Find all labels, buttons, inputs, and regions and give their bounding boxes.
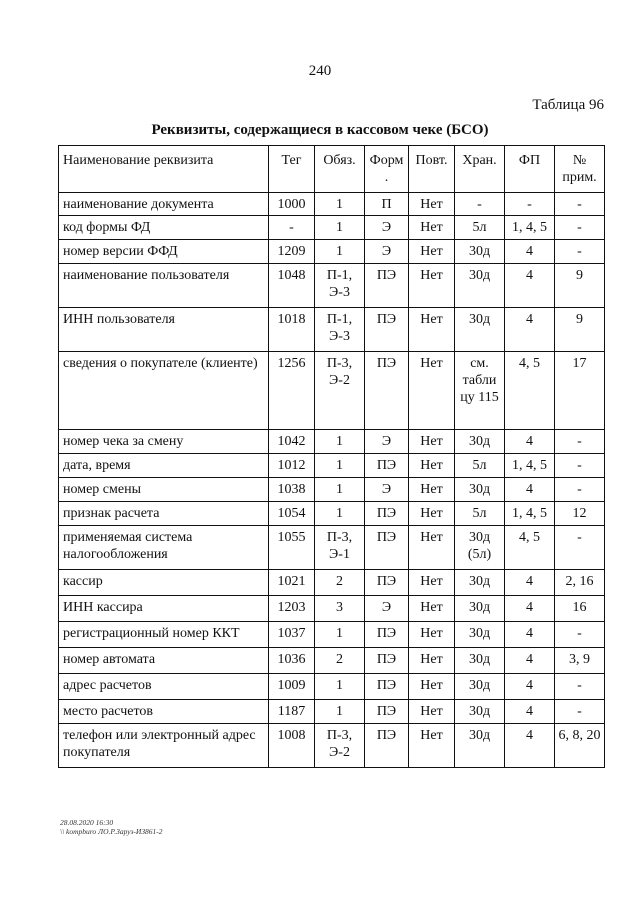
table-row [59, 430, 605, 454]
cell-name: номер автомата [59, 648, 269, 674]
table-row [59, 264, 605, 308]
cell-storage: 30д [455, 674, 505, 700]
cell-repeat: Нет [409, 454, 455, 478]
cell-repeat: Нет [409, 240, 455, 264]
cell-storage: 5л [455, 216, 505, 240]
table-row [59, 700, 605, 724]
cell-form: ПЭ [365, 724, 409, 768]
cell-repeat: Нет [409, 430, 455, 454]
cell-note: - [555, 526, 605, 570]
requisites-table [58, 145, 605, 768]
cell-storage: 30д [455, 478, 505, 502]
cell-form: П [365, 193, 409, 216]
table-row [59, 648, 605, 674]
cell-form: ПЭ [365, 526, 409, 570]
column-header-repeat: Повт. [409, 146, 455, 193]
cell-form: Э [365, 596, 409, 622]
cell-note: - [555, 240, 605, 264]
cell-form: ПЭ [365, 674, 409, 700]
cell-name: телефон или электронный адрес покупателя [59, 724, 269, 768]
cell-tag: 1000 [269, 193, 315, 216]
cell-name: номер чека за смену [59, 430, 269, 454]
cell-note: 3, 9 [555, 648, 605, 674]
cell-repeat: Нет [409, 724, 455, 768]
cell-name: регистрационный номер ККТ [59, 622, 269, 648]
cell-tag: 1012 [269, 454, 315, 478]
cell-mandatory: 1 [315, 622, 365, 648]
cell-storage: 30д [455, 430, 505, 454]
cell-mandatory: 2 [315, 648, 365, 674]
cell-tag: 1008 [269, 724, 315, 768]
cell-tag: 1042 [269, 430, 315, 454]
cell-mandatory: П-3, Э-2 [315, 352, 365, 430]
cell-fp: 4 [505, 308, 555, 352]
cell-note: 9 [555, 308, 605, 352]
table-label: Таблица 96 [532, 97, 604, 113]
cell-tag: 1054 [269, 502, 315, 526]
cell-mandatory: 2 [315, 570, 365, 596]
cell-name: место расчетов [59, 700, 269, 724]
footer-path: \\ kompburo ЛО.Р.Заруз-ИЗ861-2 [60, 827, 163, 836]
cell-fp: 4 [505, 648, 555, 674]
cell-storage: 30д [455, 308, 505, 352]
cell-form: ПЭ [365, 502, 409, 526]
cell-name: сведения о покупателе (клиенте) [59, 352, 269, 430]
cell-tag: 1037 [269, 622, 315, 648]
footer-date: 28.08.2020 16:30 [60, 818, 114, 827]
cell-mandatory: 1 [315, 700, 365, 724]
cell-name: номер смены [59, 478, 269, 502]
cell-tag: 1009 [269, 674, 315, 700]
cell-fp: 4 [505, 430, 555, 454]
table-row [59, 596, 605, 622]
page-number: 240 [308, 63, 332, 79]
table-title: Реквизиты, содержащиеся в кассовом чеке (БСО) [151, 122, 489, 138]
cell-tag: 1036 [269, 648, 315, 674]
cell-storage: 30д [455, 622, 505, 648]
cell-mandatory: 1 [315, 478, 365, 502]
cell-storage: 30д (5л) [455, 526, 505, 570]
cell-storage: 30д [455, 570, 505, 596]
cell-form: Э [365, 478, 409, 502]
cell-name: дата, время [59, 454, 269, 478]
cell-fp: 4, 5 [505, 352, 555, 430]
cell-storage: 30д [455, 264, 505, 308]
cell-mandatory: П-3, Э-2 [315, 724, 365, 768]
cell-form: ПЭ [365, 570, 409, 596]
cell-name: применяемая система налогообложения [59, 526, 269, 570]
cell-repeat: Нет [409, 502, 455, 526]
cell-storage: 30д [455, 596, 505, 622]
cell-form: Э [365, 240, 409, 264]
cell-mandatory: П-1, Э-3 [315, 264, 365, 308]
cell-storage: 5л [455, 454, 505, 478]
cell-note: 6, 8, 20 [555, 724, 605, 768]
column-header-tag: Тег [269, 146, 315, 193]
cell-repeat: Нет [409, 648, 455, 674]
cell-form: ПЭ [365, 454, 409, 478]
cell-note: 2, 16 [555, 570, 605, 596]
table-row [59, 674, 605, 700]
table-row [59, 526, 605, 570]
column-header-mandatory: Обяз. [315, 146, 365, 193]
cell-storage: 30д [455, 724, 505, 768]
column-header-note: № прим. [555, 146, 605, 193]
cell-tag: 1256 [269, 352, 315, 430]
cell-form: ПЭ [365, 352, 409, 430]
cell-storage: см. табли цу 115 [455, 352, 505, 430]
cell-note: 9 [555, 264, 605, 308]
cell-name: признак расчета [59, 502, 269, 526]
table-body [59, 193, 605, 768]
cell-name: ИНН пользователя [59, 308, 269, 352]
cell-note: - [555, 454, 605, 478]
table-row [59, 193, 605, 216]
cell-form: ПЭ [365, 700, 409, 724]
cell-form: ПЭ [365, 308, 409, 352]
cell-name: наименование пользователя [59, 264, 269, 308]
cell-repeat: Нет [409, 622, 455, 648]
cell-repeat: Нет [409, 700, 455, 724]
cell-name: ИНН кассира [59, 596, 269, 622]
cell-fp: 4 [505, 570, 555, 596]
cell-repeat: Нет [409, 674, 455, 700]
cell-tag: 1203 [269, 596, 315, 622]
cell-tag: 1048 [269, 264, 315, 308]
column-header-storage: Хран. [455, 146, 505, 193]
cell-note: - [555, 700, 605, 724]
cell-storage: 30д [455, 240, 505, 264]
cell-fp: 4 [505, 596, 555, 622]
cell-fp: 4 [505, 724, 555, 768]
cell-note: 17 [555, 352, 605, 430]
cell-note: - [555, 216, 605, 240]
cell-form: Э [365, 216, 409, 240]
cell-fp: 4, 5 [505, 526, 555, 570]
cell-fp: 4 [505, 240, 555, 264]
cell-tag: 1209 [269, 240, 315, 264]
table-row [59, 622, 605, 648]
cell-tag: 1187 [269, 700, 315, 724]
cell-form: ПЭ [365, 648, 409, 674]
column-header-form: Форм . [365, 146, 409, 193]
cell-repeat: Нет [409, 308, 455, 352]
cell-tag: 1055 [269, 526, 315, 570]
table-header-row [59, 146, 605, 193]
cell-name: наименование документа [59, 193, 269, 216]
cell-storage: - [455, 193, 505, 216]
cell-repeat: Нет [409, 526, 455, 570]
cell-mandatory: П-1, Э-3 [315, 308, 365, 352]
cell-repeat: Нет [409, 264, 455, 308]
cell-mandatory: 1 [315, 502, 365, 526]
cell-mandatory: 1 [315, 193, 365, 216]
cell-name: код формы ФД [59, 216, 269, 240]
cell-fp: 4 [505, 478, 555, 502]
cell-repeat: Нет [409, 216, 455, 240]
cell-form: Э [365, 430, 409, 454]
column-header-name: Наименование реквизита [59, 146, 269, 193]
cell-mandatory: 1 [315, 240, 365, 264]
cell-name: номер версии ФФД [59, 240, 269, 264]
cell-name: кассир [59, 570, 269, 596]
table-row [59, 454, 605, 478]
cell-fp: 4 [505, 674, 555, 700]
cell-repeat: Нет [409, 596, 455, 622]
footer-stamp [60, 818, 163, 836]
cell-mandatory: П-3, Э-1 [315, 526, 365, 570]
column-header-fp: ФП [505, 146, 555, 193]
table-row [59, 478, 605, 502]
cell-fp: 1, 4, 5 [505, 454, 555, 478]
cell-storage: 30д [455, 648, 505, 674]
table-row [59, 308, 605, 352]
cell-repeat: Нет [409, 478, 455, 502]
cell-note: - [555, 430, 605, 454]
cell-mandatory: 1 [315, 430, 365, 454]
table-row [59, 724, 605, 768]
cell-fp: 1, 4, 5 [505, 216, 555, 240]
cell-fp: 4 [505, 622, 555, 648]
table-row [59, 352, 605, 430]
table-row [59, 240, 605, 264]
cell-repeat: Нет [409, 193, 455, 216]
cell-mandatory: 3 [315, 596, 365, 622]
cell-fp: 4 [505, 700, 555, 724]
cell-fp: 4 [505, 264, 555, 308]
cell-tag: 1038 [269, 478, 315, 502]
cell-name: адрес расчетов [59, 674, 269, 700]
cell-repeat: Нет [409, 570, 455, 596]
cell-note: 16 [555, 596, 605, 622]
cell-storage: 5л [455, 502, 505, 526]
cell-note: - [555, 674, 605, 700]
cell-mandatory: 1 [315, 674, 365, 700]
table-row [59, 502, 605, 526]
cell-fp: 1, 4, 5 [505, 502, 555, 526]
cell-note: - [555, 478, 605, 502]
cell-form: ПЭ [365, 622, 409, 648]
table-row [59, 570, 605, 596]
cell-note: 12 [555, 502, 605, 526]
cell-tag: 1021 [269, 570, 315, 596]
table-row [59, 216, 605, 240]
cell-note: - [555, 622, 605, 648]
cell-note: - [555, 193, 605, 216]
cell-mandatory: 1 [315, 454, 365, 478]
cell-repeat: Нет [409, 352, 455, 430]
cell-fp: - [505, 193, 555, 216]
cell-storage: 30д [455, 700, 505, 724]
cell-mandatory: 1 [315, 216, 365, 240]
cell-form: ПЭ [365, 264, 409, 308]
cell-tag: 1018 [269, 308, 315, 352]
cell-tag: - [269, 216, 315, 240]
